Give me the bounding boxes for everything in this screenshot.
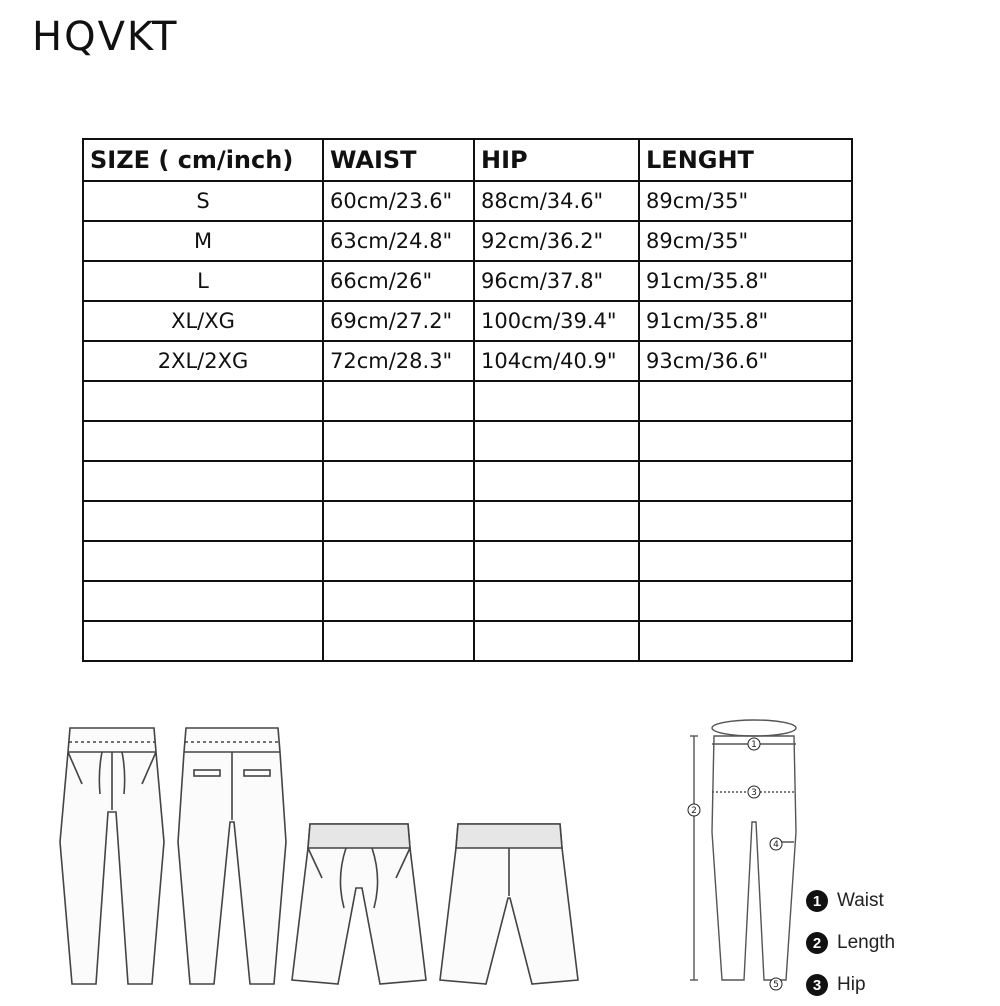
empty-cell <box>323 541 474 581</box>
legend-number: 1 <box>806 890 828 912</box>
length-cell: 91cm/35.8" <box>639 301 852 341</box>
length-cell: 89cm/35" <box>639 181 852 221</box>
empty-cell <box>474 501 639 541</box>
legend-item <box>806 922 895 964</box>
waist-cell: 60cm/23.6" <box>323 181 474 221</box>
empty-cell <box>639 541 852 581</box>
empty-table-row <box>83 381 852 421</box>
table-row <box>83 301 852 341</box>
header-waist: WAIST <box>323 139 474 181</box>
pants-back-illustration <box>172 722 292 990</box>
size-cell: XL/XG <box>83 301 323 341</box>
hip-cell: 92cm/36.2" <box>474 221 639 261</box>
empty-table-row <box>83 461 852 501</box>
empty-cell <box>639 461 852 501</box>
empty-cell <box>323 421 474 461</box>
legend-item <box>806 880 895 922</box>
marker-5: 5 <box>773 980 779 990</box>
empty-cell <box>83 461 323 501</box>
table-row <box>83 261 852 301</box>
empty-cell <box>474 461 639 501</box>
empty-cell <box>639 421 852 461</box>
legend-label: Length <box>837 932 896 953</box>
length-cell: 93cm/36.6" <box>639 341 852 381</box>
empty-cell <box>323 381 474 421</box>
table-header-row <box>83 139 852 181</box>
waist-cell: 72cm/28.3" <box>323 341 474 381</box>
legend-label: Waist <box>837 890 884 911</box>
shorts-front-illustration <box>288 818 430 990</box>
empty-cell <box>323 581 474 621</box>
empty-cell <box>323 501 474 541</box>
empty-cell <box>639 501 852 541</box>
size-chart-table <box>82 138 853 662</box>
empty-table-row <box>83 421 852 461</box>
measurement-diagram <box>682 712 802 996</box>
table-row <box>83 341 852 381</box>
hip-cell: 96cm/37.8" <box>474 261 639 301</box>
empty-cell <box>83 581 323 621</box>
marker-3: 3 <box>751 788 757 798</box>
shorts-back-illustration <box>438 818 580 990</box>
empty-cell <box>474 621 639 661</box>
hip-cell: 104cm/40.9" <box>474 341 639 381</box>
empty-cell <box>639 621 852 661</box>
table-row <box>83 181 852 221</box>
brand-logo: HQVKT <box>32 14 179 60</box>
legend-number: 2 <box>806 932 828 954</box>
empty-cell <box>474 581 639 621</box>
empty-table-row <box>83 581 852 621</box>
empty-table-row <box>83 501 852 541</box>
empty-table-row <box>83 621 852 661</box>
marker-1: 1 <box>751 740 757 750</box>
empty-cell <box>83 381 323 421</box>
waist-cell: 66cm/26" <box>323 261 474 301</box>
empty-cell <box>474 421 639 461</box>
empty-cell <box>474 381 639 421</box>
table-row <box>83 221 852 261</box>
marker-4: 4 <box>773 840 779 850</box>
empty-cell <box>83 501 323 541</box>
waist-cell: 69cm/27.2" <box>323 301 474 341</box>
empty-table-row <box>83 541 852 581</box>
legend-label: Hip <box>837 974 866 995</box>
length-cell: 91cm/35.8" <box>639 261 852 301</box>
pants-front-illustration <box>52 722 172 990</box>
empty-rows <box>83 381 852 661</box>
size-cell: M <box>83 221 323 261</box>
header-length: LENGHT <box>639 139 852 181</box>
empty-cell <box>323 621 474 661</box>
size-cell: 2XL/2XG <box>83 341 323 381</box>
header-size: SIZE ( cm/inch) <box>83 139 323 181</box>
empty-cell <box>323 461 474 501</box>
size-cell: L <box>83 261 323 301</box>
measurement-legend <box>806 880 895 1006</box>
hip-cell: 100cm/39.4" <box>474 301 639 341</box>
empty-cell <box>83 421 323 461</box>
waist-cell: 63cm/24.8" <box>323 221 474 261</box>
legend-number: 3 <box>806 974 828 996</box>
empty-cell <box>474 541 639 581</box>
empty-cell <box>83 621 323 661</box>
marker-2: 2 <box>691 806 697 816</box>
size-cell: S <box>83 181 323 221</box>
empty-cell <box>639 381 852 421</box>
empty-cell <box>639 581 852 621</box>
empty-cell <box>83 541 323 581</box>
length-cell: 89cm/35" <box>639 221 852 261</box>
header-hip: HIP <box>474 139 639 181</box>
hip-cell: 88cm/34.6" <box>474 181 639 221</box>
